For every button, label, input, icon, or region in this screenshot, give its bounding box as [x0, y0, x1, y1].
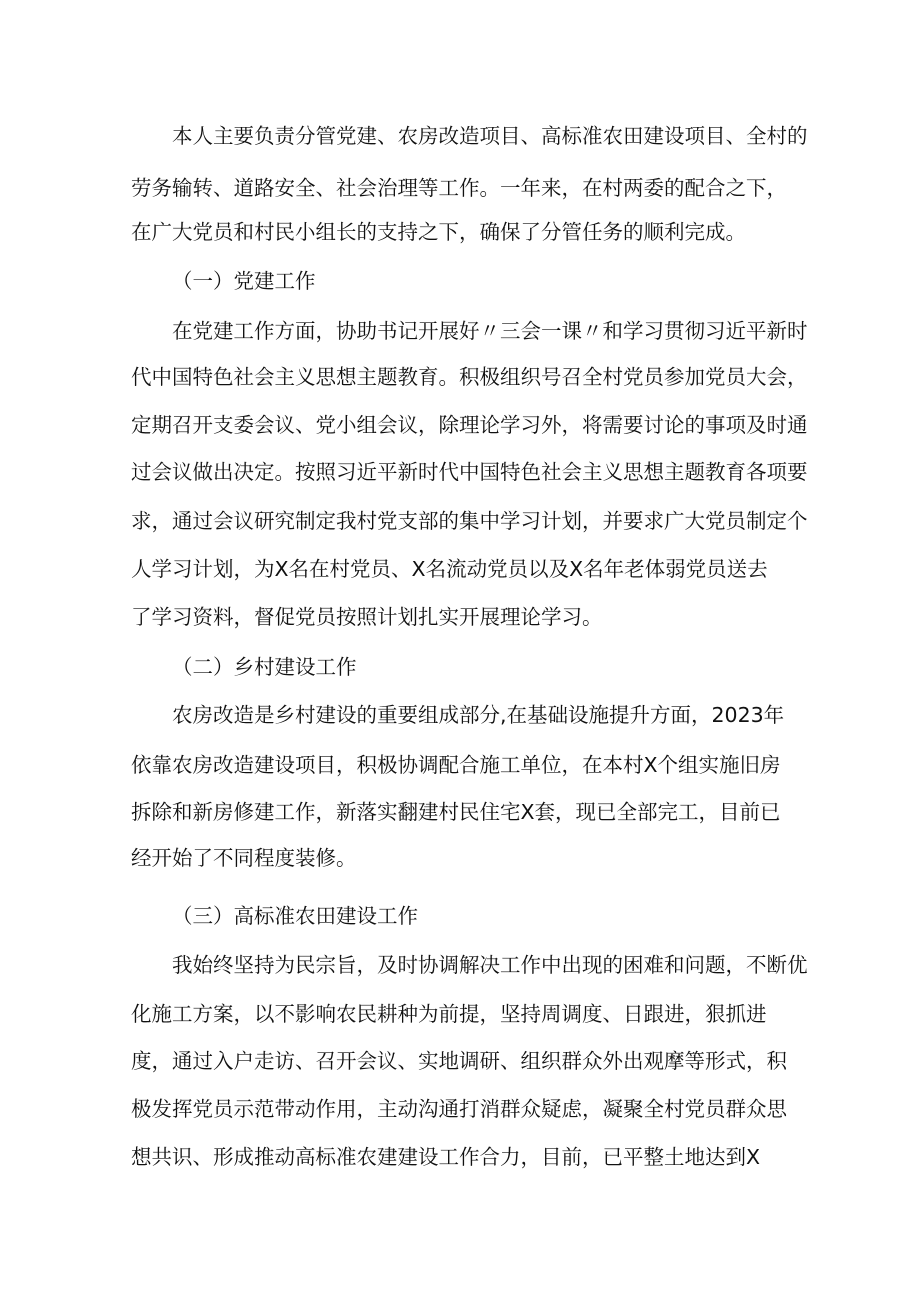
text-line: 了学习资料，督促党员按照计划扎实开展理论学习。: [131, 605, 603, 629]
text-line: 在党建工作方面，协助书记开展好〃三会一课〃和学习贯彻习近平新时: [172, 319, 808, 343]
text-line: 拆除和新房修建工作，新落实翻建村民住宅X套，现已全部完工，目前已: [131, 800, 781, 824]
text-line: 代中国特色社会主义思想主题教育。积极组织号召全村党员参加党员大会，: [131, 365, 808, 389]
text-line: 我始终坚持为民宗旨，及时协调解决工作中出现的困难和问题，不断优: [172, 953, 808, 977]
text-line: 经开始了不同程度装修。: [131, 846, 357, 870]
text-line: 依靠农房改造建设项目，积极协调配合施工单位，在本村X个组实施旧房: [131, 753, 781, 777]
text-line: 想共识、形成推动高标准农建建设工作合力，目前，已平整土地达到X: [131, 1145, 761, 1169]
text-line: 农房改造是乡村建设的重要组成部分,在基础设施提升方面，2023年: [172, 703, 785, 727]
text-line: 在广大党员和村民小组长的支持之下，确保了分管任务的顺利完成。: [131, 220, 746, 244]
text-line: 过会议做出决定。按照习近平新时代中国特色社会主义思想主题教育各项要: [131, 460, 808, 484]
section-heading: （一）党建工作: [172, 269, 316, 293]
text-line: 本人主要负责分管党建、农房改造项目、高标准农田建设项目、全村的: [172, 124, 808, 148]
text-line: 劳务输转、道路安全、社会治理等工作。一年来，在村两委的配合之下，: [131, 176, 787, 200]
text-line: 人学习计划，为X名在村党员、X名流动党员以及X名年老体弱党员送去: [131, 557, 768, 581]
text-line: 化施工方案，以不影响农民耕种为前提，坚持周调度、日跟进，狠抓进: [131, 1002, 767, 1026]
section-heading: （二）乡村建设工作: [172, 655, 357, 679]
section-heading: （三）高标准农田建设工作: [172, 904, 418, 928]
text-line: 定期召开支委会议、党小组会议，除理论学习外，将需要讨论的事项及时通: [131, 413, 808, 437]
text-line: 极发挥党员示范带动作用，主动沟通打消群众疑虑，凝聚全村党员群众思: [131, 1097, 787, 1121]
text-line: 度，通过入户走访、召开会议、实地调研、组织群众外出观摩等形式，积: [131, 1049, 787, 1073]
text-line: 求，通过会议研究制定我村党支部的集中学习计划，并要求广大党员制定个: [131, 509, 808, 533]
